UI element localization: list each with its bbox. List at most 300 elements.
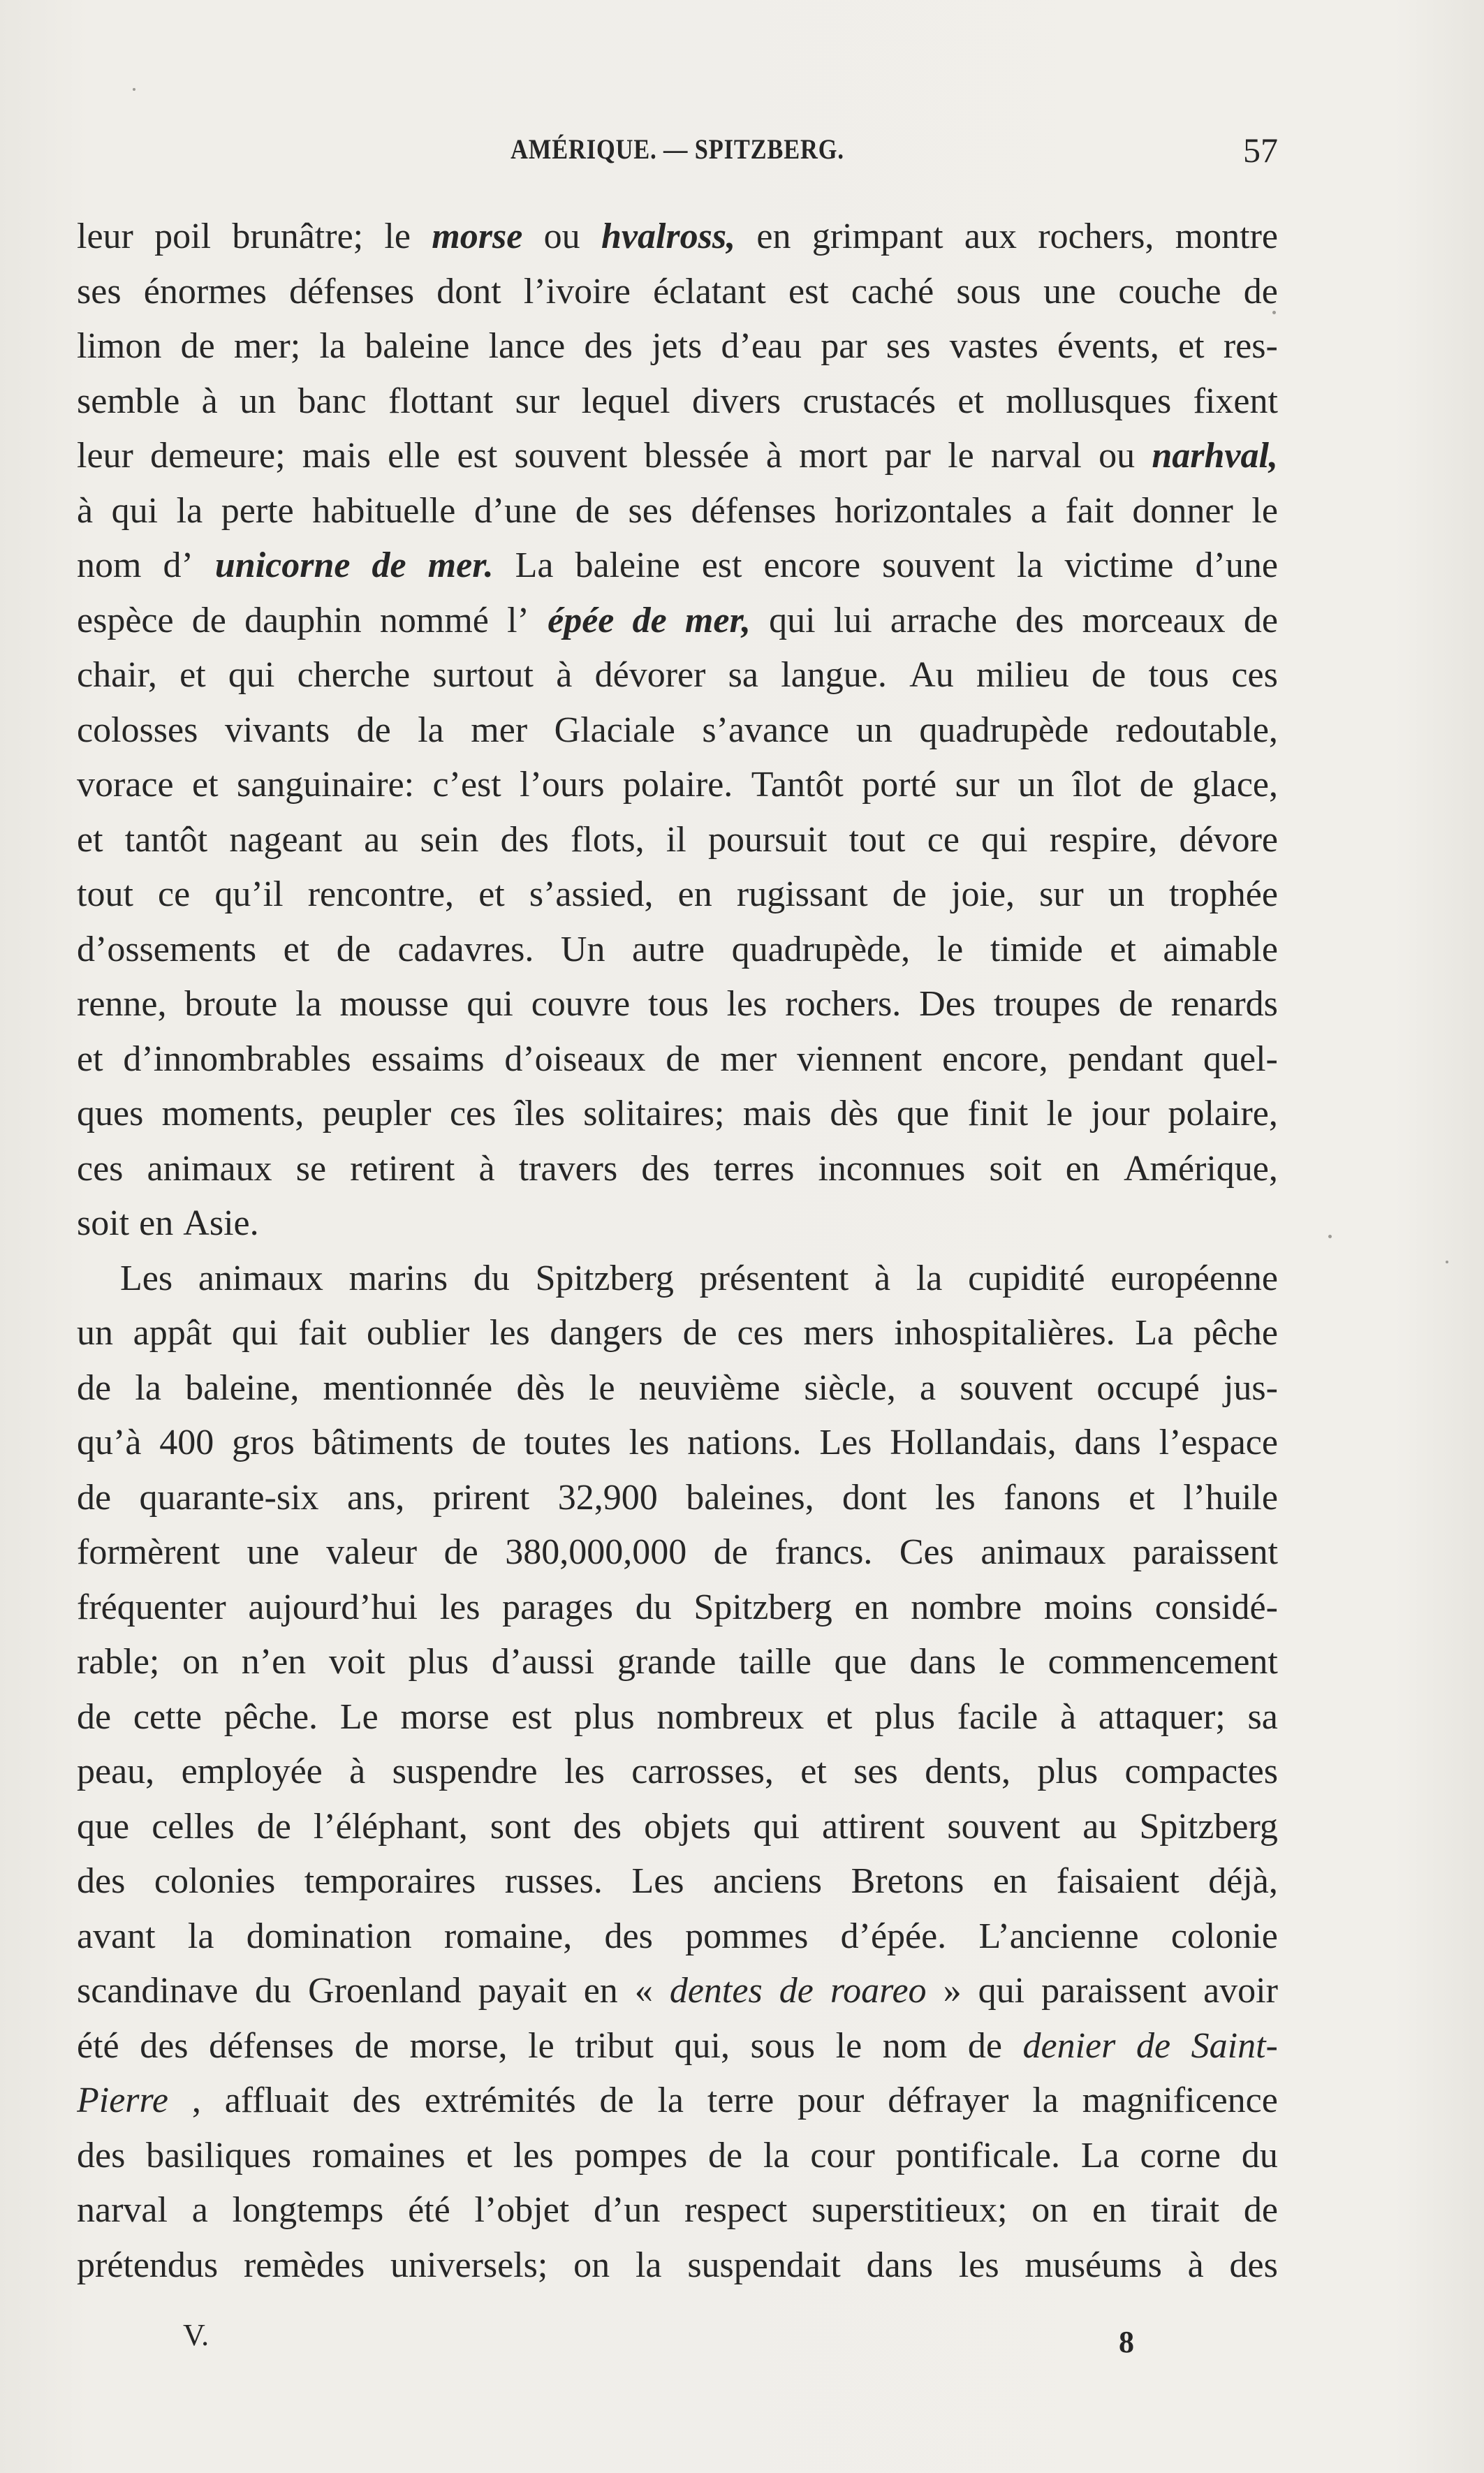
word: dangers [550,1313,663,1353]
word: d’ossements [77,929,257,969]
text-line [77,1635,1278,1690]
word: vivants [224,710,330,750]
word: au [1082,1806,1117,1847]
word: chair, [77,655,157,695]
word: quarante-six [139,1477,319,1518]
word: par [884,436,931,476]
word: dans [1074,1423,1141,1462]
word: et [192,765,219,805]
word: ses [628,490,673,531]
word: lance [488,326,566,366]
text-line [77,1252,1278,1307]
word: la [635,2245,662,2285]
text-line [77,2183,1278,2238]
word: denier [1022,2025,1116,2066]
word: polaire, [1168,1094,1278,1133]
text-line [77,484,1278,539]
word: redoutable, [1115,710,1278,750]
word: mer. [427,545,494,585]
word: un [1018,765,1055,805]
word: déjà, [1208,1861,1278,1901]
word: pêche. [223,1696,318,1737]
word: au [364,819,399,860]
word: et [1129,1477,1155,1518]
word: dans [866,2245,933,2285]
word: de [1243,2190,1278,2230]
word: l’huile [1183,1477,1278,1518]
word: nommé [379,600,489,640]
word: qui [111,490,159,531]
word: été [77,2025,119,2066]
word: inhospitalières. [894,1313,1115,1353]
word: leur [77,217,133,256]
word: est [457,436,498,476]
word: neuvième [638,1367,781,1408]
word: Spitzberg [535,1258,674,1298]
word: de [191,600,226,640]
word: des [77,2135,126,2175]
word: magnificence [1082,2081,1278,2120]
word: la [176,490,203,531]
word: animaux [147,1148,272,1189]
word: timide [990,929,1083,969]
word: demeure; [150,436,286,476]
word: perte [221,490,294,531]
word: européenne [1110,1258,1278,1298]
word: en [756,217,791,256]
word: tirait [1150,2190,1220,2230]
word: prétendus [77,2245,219,2285]
word: le [835,2025,862,2066]
word: bâtiments [312,1423,454,1462]
word: terres [713,1148,795,1189]
word: aux [964,217,1018,256]
word: des [352,2081,402,2120]
text-line [77,429,1278,484]
word: morse [432,217,523,256]
word: Au [909,655,954,695]
word: que [77,1806,130,1847]
word: morceaux [1082,600,1226,640]
word: rochers, [1038,217,1154,256]
word: ou [1099,436,1136,476]
word: ces [737,1313,784,1353]
word: à [556,655,573,695]
word: l’ivoire [523,271,631,311]
word: autre [632,929,705,969]
word: et [77,1039,103,1079]
word: respect [684,2190,788,2230]
word: suspendait [687,2245,841,2285]
word: de [779,1971,814,2011]
word: broute [184,984,278,1024]
word: remèdes [243,2245,365,2285]
paper-speck [1328,1235,1332,1238]
word: la [1016,545,1043,585]
word: flottant [388,381,494,421]
word: a [1030,490,1047,531]
word: on [182,1642,219,1682]
word: dès [516,1367,565,1408]
word: encore, [942,1039,1048,1079]
word: de [336,929,371,969]
word: narval [77,2190,168,2230]
word: l’éléphant, [313,1806,468,1847]
word: on [573,2245,610,2285]
word: un [77,1313,113,1353]
word: 32,900 [557,1477,658,1518]
word: de [713,1532,748,1572]
text-line [77,648,1278,703]
word: dans [909,1642,976,1682]
word: s’avance [702,710,830,750]
word: formèrent [77,1532,221,1572]
word: banc [297,381,367,421]
word: considé- [1154,1587,1278,1627]
word: d’une [473,490,557,531]
text-line [77,1909,1278,1965]
word: victime [1064,545,1174,585]
word: de [1139,765,1174,805]
word: de [1118,984,1153,1024]
word: morse [400,1696,490,1737]
word: fixent [1193,381,1278,421]
word: aujourd’hui [248,1587,418,1627]
word: qui [753,1806,800,1847]
word: ces [1231,655,1278,695]
signature-mark: V. [183,2318,210,2352]
word: Spitzberg [693,1587,832,1627]
word: l’espace [1159,1423,1278,1462]
word: sur [515,381,560,421]
word: valeur [326,1532,418,1572]
word: , [191,2081,201,2120]
word: mer [720,1039,777,1079]
text-line [77,2019,1278,2074]
word: d’innombrables [123,1039,351,1079]
paper-speck [1446,1261,1448,1263]
word: habituelle [312,490,456,531]
word: brunâtre; [232,217,364,256]
word: pontificale. [895,2135,1060,2175]
word: à [201,381,218,421]
word: animaux [980,1532,1106,1572]
word: une [247,1532,300,1572]
word: mousse [339,984,449,1024]
word: fait [298,1313,347,1353]
word: Le [339,1696,379,1737]
word: plus [573,1696,635,1737]
word: finit [967,1094,1029,1133]
word: Saint- [1191,2025,1278,2066]
word: et [179,655,206,695]
text-line [77,1690,1278,1745]
paper-speck [133,88,135,91]
text-line [77,1087,1278,1142]
word: dévorer [594,655,706,695]
word: peupler [322,1094,432,1133]
word: en [1092,2190,1127,2230]
word: peau, [77,1752,155,1791]
word: nageant [229,819,343,860]
word: la [319,326,346,366]
text-line [77,1964,1278,2019]
word: romaine, [443,1916,573,1956]
word: d’aussi [491,1642,595,1682]
word: sur [955,765,1000,805]
word: mais [742,1094,812,1133]
word: inconnues [818,1148,966,1189]
word: ses [853,1752,898,1791]
word: porté [862,765,937,805]
word: souvent [947,1806,1061,1847]
word: marins [348,1258,448,1298]
word: anciens [713,1861,823,1901]
text-line [77,923,1278,978]
word: Groenland [308,1971,462,2011]
word: des [77,1861,126,1901]
word: se [295,1148,327,1189]
word: de [180,326,215,366]
word: tous [1148,655,1210,695]
word: Les [819,1423,872,1462]
word: qui [978,1971,1025,2011]
word: colonies [154,1861,276,1901]
word: présentent [699,1258,849,1298]
word: carrosses, [631,1752,774,1791]
word: et [283,929,310,969]
word: de [666,1039,700,1079]
word: Hollandais, [890,1423,1057,1462]
word: sous [750,2025,816,2066]
word: l’objet [474,2190,570,2230]
word: milieu [976,655,1069,695]
word: polaire. [622,765,733,805]
word: mais [302,436,371,476]
word: de [682,1313,717,1353]
text-line [77,1306,1278,1361]
word: ces [449,1094,497,1133]
word: la [135,1367,161,1408]
word: de [256,1806,291,1847]
word: Ces [899,1532,954,1572]
word: fait [1065,490,1114,531]
word: nombreux [656,1696,805,1737]
word: les [439,1587,480,1627]
word: on [1031,2190,1068,2230]
word: compactes [1124,1752,1278,1791]
text-line [77,210,1278,265]
word: l’ours [520,765,605,805]
word: essaims [371,1039,485,1079]
word: mentionnée [323,1367,493,1408]
word: du [1241,2135,1278,2175]
word: couche [1118,271,1221,311]
word: Asie. [183,1203,259,1243]
word: solitaires; [583,1094,725,1133]
word: La [1080,2135,1119,2175]
word: respire, [1049,819,1158,860]
word: qui, [674,2025,730,2066]
word: le [528,2025,554,2066]
word: paraissent [1132,1532,1278,1572]
word: pour [798,2081,865,2120]
word: épée [548,600,615,640]
word: des [1015,600,1064,640]
word: La [515,545,554,585]
word: Pierre [77,2081,168,2120]
word: nombre [911,1587,1022,1627]
word: 380,000,000 [505,1532,687,1572]
text-line [77,2074,1278,2129]
text-line [77,703,1278,758]
word: de [443,1532,478,1572]
word: longtemps [232,2190,384,2230]
word: poursuit [707,819,828,860]
text-line [77,1196,1278,1252]
word: le [384,217,411,256]
word: 400 [159,1423,214,1462]
word: est [701,545,742,585]
word: les [958,2245,999,2285]
word: grande [617,1642,717,1682]
word: la [418,710,444,750]
word: les [513,2135,554,2175]
word: le [1251,490,1278,531]
word: baleines, [686,1477,814,1518]
word: mort [799,436,868,476]
word: cadavres. [397,929,534,969]
word: La [1135,1313,1174,1353]
text-line [77,1416,1278,1471]
word: pendant [1068,1039,1184,1079]
word: rugissant [736,874,868,914]
word: surtout [432,655,534,695]
text-line [77,1745,1278,1800]
word: la [187,1916,214,1956]
text-line [77,1854,1278,1909]
text-line [77,867,1278,923]
word: les [564,1752,605,1791]
text-line [77,538,1278,594]
word: limon [77,326,162,366]
word: qui [228,655,275,695]
word: jets [652,326,703,366]
word: le [948,436,974,476]
word: à [1059,1696,1077,1737]
text-line [77,1580,1278,1636]
word: domination [246,1916,412,1956]
text-line [77,813,1278,868]
word: défenses [209,2025,335,2066]
word: la [657,2081,684,2120]
word: la [295,984,322,1024]
word: horizontales [835,490,1013,531]
word: soit [77,1203,130,1243]
word: espèce [77,600,174,640]
word: joie, [951,874,1015,914]
word: de [575,490,610,531]
text-line [77,1032,1278,1087]
word: qui [231,1313,279,1353]
word: et [77,819,103,860]
word: rencontre, [307,874,455,914]
word: de [1243,271,1278,311]
word: a [919,1367,936,1408]
word: en [854,1587,889,1627]
word: suspendre [392,1752,538,1791]
word: attirent [822,1806,925,1847]
word: dauphin [244,600,362,640]
word: à [874,1258,891,1298]
word: a [191,2190,208,2230]
text-line [77,374,1278,430]
word: poil [154,217,212,256]
word: employée [181,1752,323,1791]
word: nom [882,2025,948,2066]
word: ans, [346,1477,405,1518]
word: quadrupède [919,710,1089,750]
word: vorace [77,765,174,805]
text-line [77,2129,1278,2184]
word: travers [518,1148,618,1189]
word: des [584,326,633,366]
text-line [77,977,1278,1032]
text-line [77,319,1278,374]
word: souvent [960,1367,1073,1408]
word: de [967,2025,1002,2066]
word: s’assied, [529,874,654,914]
word: blessée [644,436,749,476]
word: ques [77,1094,144,1133]
text-line [77,594,1278,649]
word: de [356,710,391,750]
word: crustacés [802,381,936,421]
word: et [1178,326,1205,366]
word: gros [232,1423,295,1462]
word: ces [77,1148,124,1189]
word: le [1046,1094,1073,1133]
word: L’ancienne [978,1916,1139,1956]
word: Bretons [851,1861,964,1901]
word: baleine, [185,1367,300,1408]
word: ou [543,217,580,256]
word: hvalross, [601,217,736,256]
word: des [1229,2245,1278,2285]
word: un [240,381,277,421]
word: défenses [289,271,415,311]
word: et [478,874,505,914]
word: paraissent [1041,1971,1187,2011]
word: que [834,1642,887,1682]
word: l’ [507,600,529,640]
word: en [583,1971,618,2011]
word: de [708,2135,743,2175]
word: les [489,1313,530,1353]
word: lui [833,600,872,640]
word: dévore [1179,819,1278,860]
word: de [471,1423,506,1462]
word: en [677,874,712,914]
word: en [139,1203,174,1243]
word: avoir [1203,1971,1278,2011]
word: couvre [531,984,631,1024]
word: défenses [691,490,816,531]
word: fanons [1004,1477,1101,1518]
word: de [892,874,927,914]
word: arrache [890,600,997,640]
word: Spitzberg [1139,1806,1278,1847]
